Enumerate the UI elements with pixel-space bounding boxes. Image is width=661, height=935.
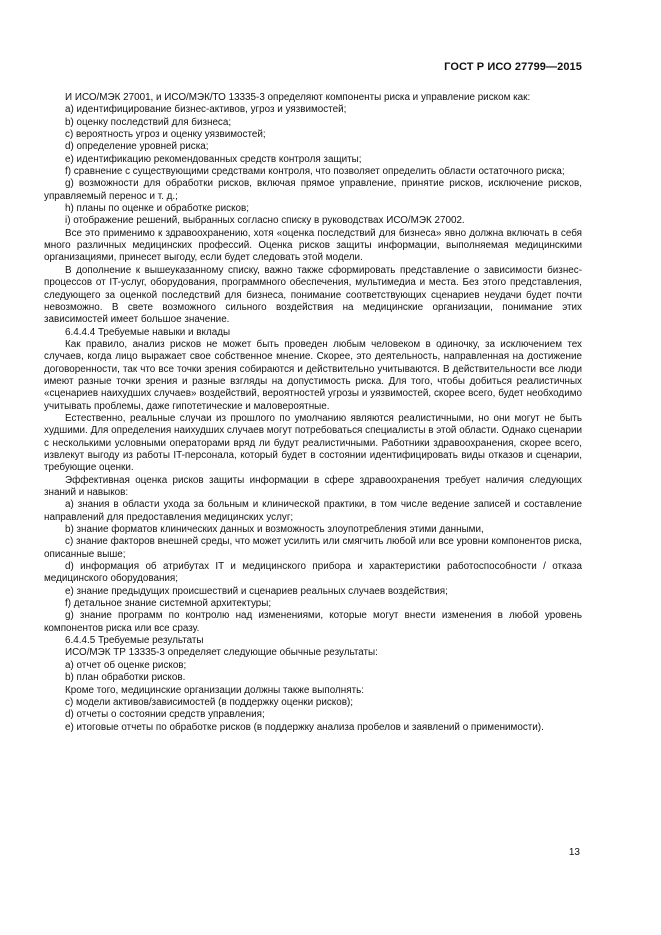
paragraph: Естественно, реальные случаи из прошлого по умолчанию являются реалистичными, но они могут не быть худшими. Для определения наихудших случаев могут потребоваться специалисты в этой области. Однако сценарии с несколькими условными операторами вряд ли будут реалистичными. Работники здравоохранения, скорее всего, извлекут выгоду из работы IT-персонала, который будет в состоянии идентифицировать виды отказов и сценарии, требующие оценки. xyxy=(44,412,582,474)
page-number: 13 xyxy=(568,847,580,858)
standard-header: ГОСТ Р ИСО 27799—2015 xyxy=(444,61,582,73)
list-item: e) итоговые отчеты по обработке рисков (в поддержку анализа пробелов и заявлений о применимости). xyxy=(65,721,544,733)
list-item: f) сравнение с существующими средствами контроля, что позволяет определить области остаточного риска; xyxy=(65,166,565,178)
list-item: a) знания в области ухода за больным и клинической практики, в том числе ведение записей и составление направлений для предоставления медицинских услуг; xyxy=(44,499,582,523)
list-item: a) идентифицирование бизнес-активов, угроз и уязвимостей; xyxy=(65,104,347,116)
list-item: f) детальное знание системной архитектуры; xyxy=(65,598,272,610)
list-item: g) возможности для обработки рисков, включая прямое управление, принятие рисков, исключение рисков, управляемый перенос и т. д.; xyxy=(44,178,582,202)
list-item: g) знание программ по контролю над изменениями, которые могут внести изменения в любой уровень компонентов риска или все сразу. xyxy=(44,610,582,634)
list-item: h) планы по оценке и обработке рисков; xyxy=(65,203,250,215)
list-item: a) отчет об оценке рисков; xyxy=(65,659,187,671)
list-item: i) отображение решений, выбранных согласно списку в руководствах ИСО/МЭК 27002. xyxy=(65,215,465,227)
list-item: d) отчеты о состоянии средств управления; xyxy=(65,709,265,721)
list-item: c) модели активов/зависимостей (в поддержку оценки рисков); xyxy=(65,696,354,708)
paragraph: Как правило, анализ рисков не может быть проведен любым человеком в одиночку, за исключением тех случаев, когда лицо выражает свое собственное мнение. Скорее, это деятельность, направленная на достижение договоренности, так что все точки зрения собираются и действительно учитываются. В действительности все люди имеют разные точки зрения и разные взгляды на допустимость риска. Для того, чтобы добиться реалистичных «сценариев наихудших случаев» воздействий, вероятностей угрозы и уязвимостей, скорее всего, будет необходимо учитывать проблемы, даже гипотетические и маловероятные. xyxy=(44,338,582,412)
section-heading: 6.4.4.4 Требуемые навыки и вклады xyxy=(65,326,231,338)
list-item: b) план обработки рисков. xyxy=(65,672,186,684)
list-item: b) знание форматов клинических данных и возможность злоупотребления этими данными, xyxy=(65,524,484,536)
section-heading: 6.4.4.5 Требуемые результаты xyxy=(65,635,204,647)
paragraph: И ИСО/МЭК 27001, и ИСО/МЭК/ТО 13335-3 определяют компоненты риска и управление риском как: xyxy=(65,92,531,103)
paragraph: В дополнение к вышеуказанному списку, важно также сформировать представление о зависимости бизнес-процессов от IT-услуг, оборудования, программного обеспечения, мультимедиа и места. Без этого представления, следующего за оценкой последствий для бизнеса, понимание соответствующих сценариев неудачи будет почти невозможно. В свете возможного сильного воздействия на медицинские организации, понимание этих зависимостей имеет большое значение. xyxy=(44,264,582,326)
paragraph: ИСО/МЭК ТР 13335-3 определяет следующие обычные результаты: xyxy=(65,647,378,659)
document-body xyxy=(44,92,582,734)
list-item: c) вероятность угроз и оценку уязвимостей; xyxy=(65,129,266,141)
list-item: d) информация об атрибутах IT и медицинского прибора и характеристики работоспособности / отказа медицинского оборудования; xyxy=(44,561,582,585)
paragraph: Эффективная оценка рисков защиты информации в сфере здравоохранения требует наличия следующих знаний и навыков: xyxy=(44,474,582,498)
list-item: e) идентификацию рекомендованных средств контроля защиты; xyxy=(65,153,362,165)
list-item: d) определение уровней риска; xyxy=(65,141,209,153)
list-item: c) знание факторов внешней среды, что может усилить или смягчить любой или все уровни компонентов риска, описанные выше; xyxy=(44,536,582,560)
paragraph: Кроме того, медицинские организации должны также выполнять: xyxy=(65,684,364,696)
paragraph: Все это применимо к здравоохранению, хотя «оценка последствий для бизнеса» явно должна включать в себя много различных медицинских профессий. Оценка рисков защиты информации, выполняемая медицинскими организациями, принесет выгоду, если будет следовать этой модели. xyxy=(44,227,582,264)
list-item: e) знание предыдущих происшествий и сценариев реальных случаев воздействия; xyxy=(65,585,448,597)
list-item: b) оценку последствий для бизнеса; xyxy=(65,116,232,128)
